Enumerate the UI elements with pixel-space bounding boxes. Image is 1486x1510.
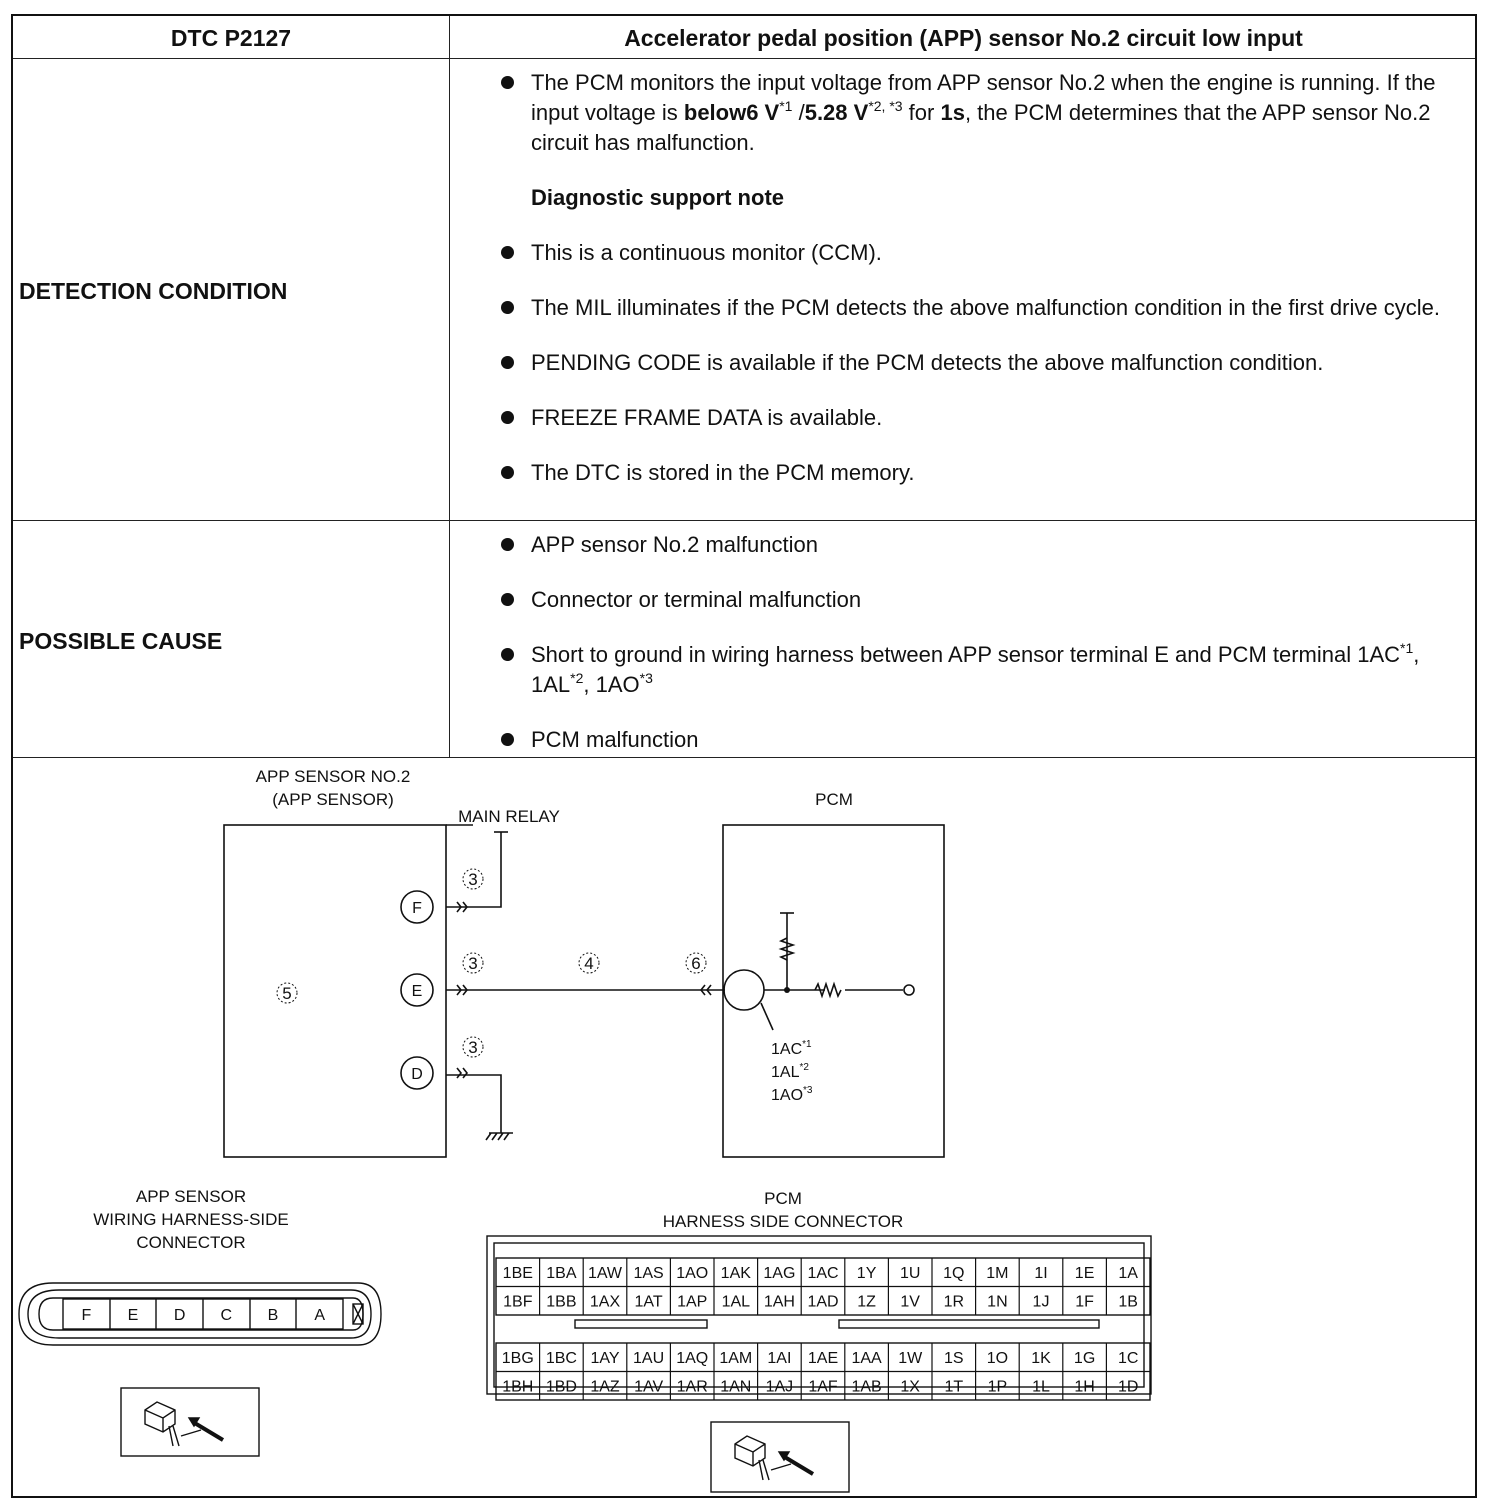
pcm-connector-pin: 1AN: [720, 1378, 752, 1396]
app-connector-title: APP SENSOR: [135, 1187, 247, 1206]
pcm-connector-pin: 1AV: [634, 1378, 664, 1396]
pcm-terminal-circle: [724, 970, 764, 1010]
pcm-title: PCM: [815, 790, 853, 809]
main-relay-label: MAIN RELAY: [458, 807, 560, 826]
support-note-item: FREEZE FRAME DATA is available.: [499, 403, 1459, 433]
pcm-connector-pin: 1BH: [502, 1378, 534, 1396]
pcm-connector-pin: 1E: [1074, 1265, 1095, 1282]
detection-divider: [13, 520, 1475, 521]
pcm-connector-pin: 1T: [944, 1378, 964, 1396]
pcm-terminal-label: 1AL$^{*2}$: [771, 1062, 809, 1081]
pcm-connector-pin: 1AZ: [590, 1378, 620, 1396]
pcm-connector-pin: 1AC: [807, 1265, 839, 1282]
column-divider: [449, 16, 450, 757]
pcm-connector-pin: 1BC: [545, 1350, 577, 1367]
dtc-title: Accelerator pedal position (APP) sensor No.2 circuit low input: [624, 25, 1303, 51]
pcm-connector-pin: 1AP: [677, 1293, 708, 1311]
app-connector-face: [19, 1283, 381, 1345]
pcm-connector-pin: 1AQ: [676, 1350, 709, 1367]
pcm-connector-pin: 1AL: [721, 1293, 751, 1311]
pcm-connector-pin: 1J: [1032, 1293, 1050, 1311]
cause-item: Connector or terminal malfunction: [499, 585, 1459, 615]
app-sensor-title: APP SENSOR NO.2: [255, 767, 411, 786]
ground-symbol: [486, 1133, 513, 1140]
pcm-connector-title: PCM: [764, 1189, 802, 1208]
callout-6: 6: [691, 954, 701, 973]
pcm-connector-pin: 1BB: [546, 1293, 577, 1311]
pcm-connector-pin: 1I: [1034, 1265, 1048, 1282]
app-connector-pin: D: [173, 1307, 186, 1324]
cause-item: APP sensor No.2 malfunction: [499, 530, 1459, 560]
pcm-connector-pin: 1P: [987, 1378, 1008, 1396]
pcm-connector-pin: 1AA: [851, 1350, 882, 1367]
pcm-connector-pin: 1AH: [763, 1293, 795, 1311]
terminal-e-label: E: [411, 983, 423, 1000]
support-note-item: This is a continuous monitor (CCM).: [499, 238, 1459, 268]
detection-label: DETECTION CONDITION: [19, 278, 288, 304]
app-connector-pin: A: [314, 1307, 326, 1324]
pcm-connector-pin: 1Q: [943, 1265, 965, 1282]
pcm-connector-pin: 1H: [1074, 1378, 1095, 1396]
pcm-connector-pin: 1R: [943, 1293, 965, 1311]
pcm-connector-pin: 1BD: [545, 1378, 577, 1396]
possible-cause-label: POSSIBLE CAUSE: [19, 628, 223, 654]
pcm-connector-pin: 1AE: [807, 1350, 839, 1367]
pcm-connector-pin: 1BG: [501, 1350, 534, 1367]
pcm-connector-pin: 1AO: [676, 1265, 709, 1282]
pcm-box: [723, 825, 944, 1157]
header-divider: [13, 58, 1475, 59]
pcm-connector-pin: 1AT: [634, 1293, 663, 1311]
pcm-connector-pin: 1AI: [767, 1350, 792, 1367]
pcm-connector-face: [487, 1236, 1151, 1400]
callout-3-e: 3: [468, 954, 478, 973]
pcm-connector-pin: 1V: [900, 1293, 920, 1311]
pcm-connector-pin: 1AM: [719, 1350, 753, 1367]
cause-item-short-to-ground: Short to ground in wiring harness between APP sensor terminal E and PCM terminal 1AC$^{*1}$, 1AL$^{*2}$, 1AO$^{*3}$: [499, 640, 1459, 700]
terminal-f-label: F: [412, 900, 422, 917]
pcm-terminal-label: 1AO$^{*3}$: [771, 1085, 813, 1104]
callout-4: 4: [584, 954, 594, 973]
pcm-connector-pin: 1U: [899, 1265, 921, 1282]
dtc-code: DTC P2127: [170, 25, 292, 51]
pcm-connector-pin: 1O: [986, 1350, 1009, 1367]
app-connector-pin: E: [127, 1307, 139, 1324]
terminal-d-label: D: [411, 1066, 423, 1083]
pcm-connector-pin: 1M: [986, 1265, 1009, 1282]
pcm-connector-title: HARNESS SIDE CONNECTOR: [662, 1212, 904, 1231]
app-connector-pin: F: [81, 1307, 92, 1324]
pcm-connector-pin: 1K: [1031, 1350, 1051, 1367]
detection-list: [499, 68, 1459, 488]
pcm-connector-pin: 1W: [898, 1350, 923, 1367]
pcm-connector-pin: 1AW: [587, 1265, 623, 1282]
app-connector-title: CONNECTOR: [136, 1233, 246, 1252]
app-connector-title: WIRING HARNESS-SIDE: [93, 1210, 289, 1229]
pcm-connector-pin: 1G: [1073, 1350, 1096, 1367]
possible-cause-list: [499, 530, 1459, 755]
pcm-connector-pin: 1AU: [633, 1350, 665, 1367]
dtc-table: [11, 14, 1477, 1498]
pcm-connector-pin: 1A: [1118, 1265, 1138, 1282]
pcm-connector-pin: 1S: [944, 1350, 964, 1367]
pcm-connector-pin: 1AS: [633, 1265, 664, 1282]
ground-wire: [446, 1075, 501, 1133]
wiring-diagram: [13, 758, 1475, 1496]
pcm-connector-pin: 1BE: [502, 1265, 533, 1282]
pcm-connector-pin: 1C: [1117, 1350, 1139, 1367]
app-connector-pin: B: [267, 1307, 279, 1324]
pcm-connector-pin: 1AR: [676, 1378, 708, 1396]
pcm-terminal-label: 1AC$^{*1}$: [771, 1039, 812, 1058]
pcm-connector-pin: 1AD: [807, 1293, 839, 1311]
pcm-connector-pin: 1AB: [851, 1378, 882, 1396]
support-note-item: PENDING CODE is available if the PCM detects the above malfunction condition.: [499, 348, 1459, 378]
detection-monitor-item: The PCM monitors the input voltage from APP sensor No.2 when the engine is running. If the input voltage is below6 $V^{*1}$ /5.28 $V^{*2, *3}$ for 1s, the PCM determines that the APP sensor No.2 circuit has malfunction.: [499, 68, 1459, 158]
pcm-connector-pin: 1L: [1032, 1378, 1050, 1396]
app-connector-view-icon: [121, 1388, 259, 1456]
cause-item: PCM malfunction: [499, 725, 1459, 755]
callout-3-d: 3: [468, 1038, 478, 1057]
app-connector-pin: C: [220, 1307, 233, 1324]
pcm-connector-pin: 1AX: [589, 1293, 621, 1311]
pcm-connector-pin: 1N: [987, 1293, 1008, 1311]
pcm-connector-pin: 1Y: [856, 1265, 877, 1282]
pcm-connector-pin: 1B: [1118, 1293, 1138, 1311]
pcm-connector-pin: 1AG: [763, 1265, 796, 1282]
pcm-connector-pin: 1BA: [546, 1265, 577, 1282]
pcm-connector-pin: 1X: [900, 1378, 920, 1396]
pcm-connector-view-icon: [711, 1422, 849, 1492]
pcm-connector-pin: 1AK: [720, 1265, 751, 1282]
pcm-connector-pin: 1D: [1117, 1378, 1139, 1396]
pcm-connector-pin: 1AY: [590, 1350, 620, 1367]
callout-3-f: 3: [468, 870, 478, 889]
pcm-connector-pin: 1AF: [808, 1378, 838, 1396]
app-sensor-subtitle: (APP SENSOR): [272, 790, 394, 809]
support-note-title: Diagnostic support note: [531, 185, 784, 210]
callout-5: 5: [282, 984, 292, 1003]
pcm-connector-pin: 1BF: [503, 1293, 533, 1311]
support-note-item: The MIL illuminates if the PCM detects the above malfunction condition in the first drive cycle.: [499, 293, 1459, 323]
pcm-connector-pin: 1F: [1075, 1293, 1094, 1311]
pcm-connector-pin: 1Z: [857, 1293, 876, 1311]
pcm-connector-pin: 1AJ: [765, 1378, 794, 1396]
support-note-item: The DTC is stored in the PCM memory.: [499, 458, 1459, 488]
